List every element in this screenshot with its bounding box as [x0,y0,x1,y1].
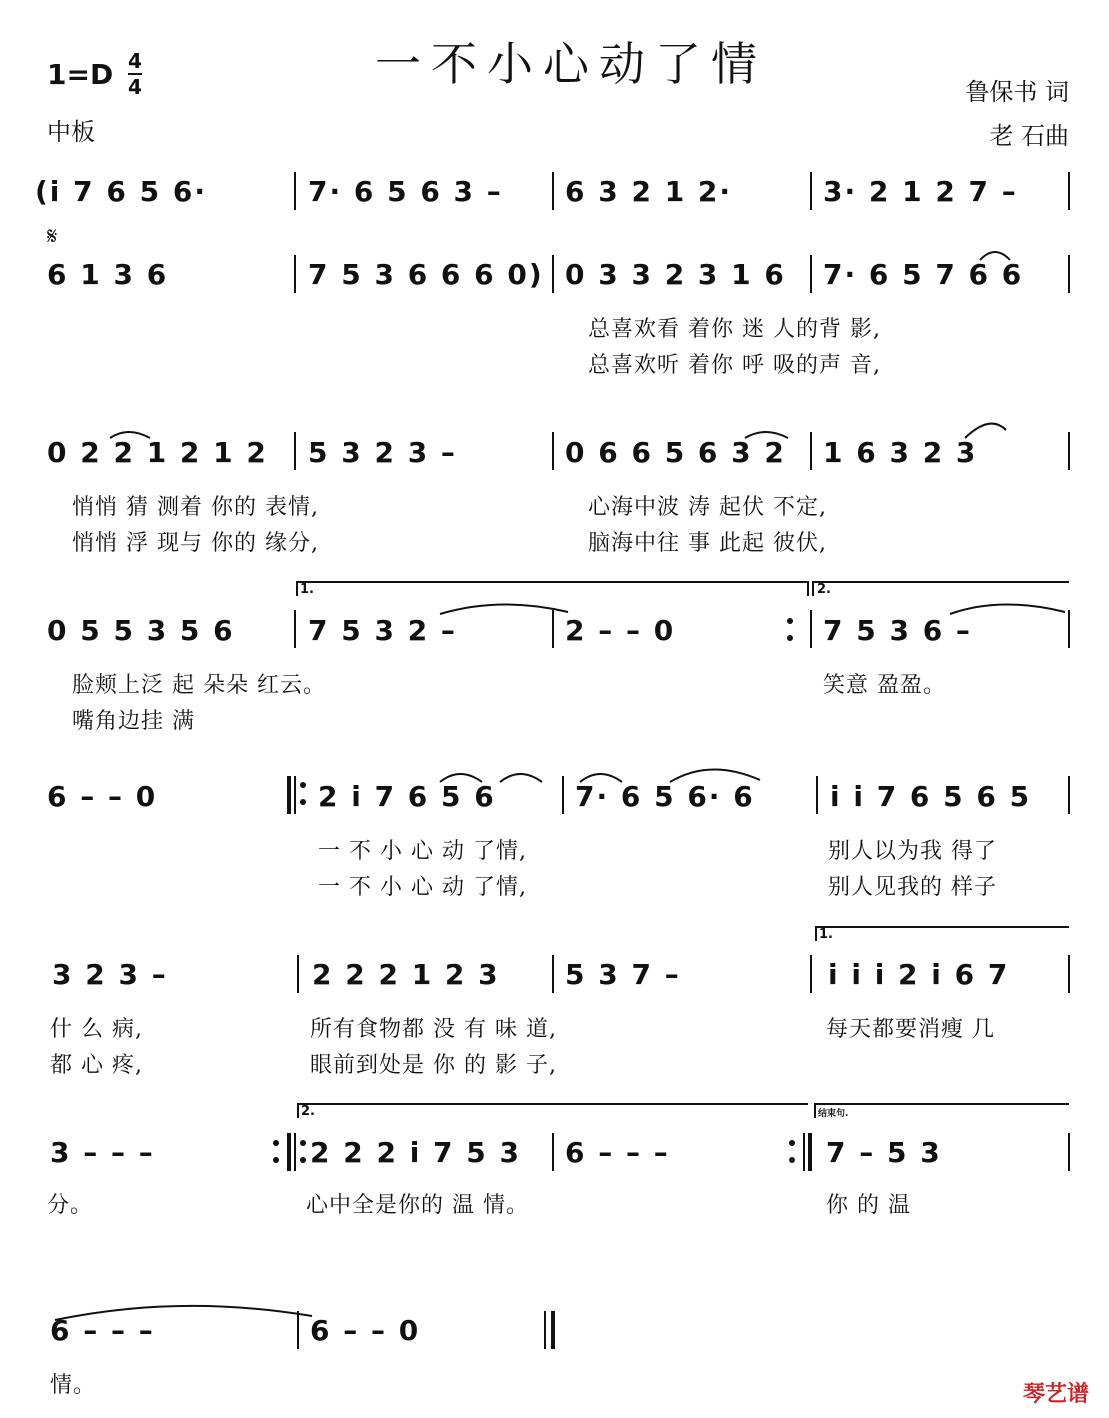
measure-notes: 2 i 7 6 5 6 [318,780,496,813]
lyric-line: 心中全是你的 温 情。 [306,1193,529,1218]
lyric-line: 总喜欢听 着你 呼 吸的声 音, [588,353,881,378]
measure-notes: i i i 2 i 6 7 [828,958,1010,991]
volta-1-label: 1. [300,582,314,597]
lyric-line: 一 不 小 心 动 了情, [318,875,527,900]
measure-notes: 0 5 5 3 5 6 [47,614,235,647]
lyric-line: 你 的 温 [826,1193,911,1218]
measure-notes: 7 – 5 3 [826,1136,942,1169]
lyric-line: 总喜欢看 着你 迷 人的背 影, [588,317,881,342]
lyric-line: 什 么 病, [50,1017,143,1042]
lyric-line: 脸颊上泛 起 朵朵 红云。 [72,673,326,698]
measure-notes: 2 2 2 1 2 3 [312,958,500,991]
volta-2b-label: 2. [301,1104,315,1119]
measure-notes: 7 5 3 6 – [823,614,972,647]
lyric-line: 情。 [50,1373,97,1398]
lyric-line: 别人以为我 得了 [828,839,997,864]
measure-notes: 6 – – – [50,1314,155,1347]
lyricist-credit: 鲁保书 词 [965,78,1069,106]
segno-sign: 𝄋 [47,222,58,250]
volta-2-label: 2. [817,582,831,597]
lyric-line: 分。 [47,1193,94,1218]
composer-credit: 老 石曲 [989,122,1069,150]
lyric-line: 嘴角边挂 满 [72,709,195,734]
measure-notes: 2 – – 0 [565,614,676,647]
lyric-line: 笑意 盈盈。 [823,673,946,698]
measure-notes: 2 2 2 i 7 5 3 [310,1136,521,1169]
measure-notes: 3 2 3 – [52,958,168,991]
lyric-line: 悄悄 猜 测着 你的 表情, [72,495,319,520]
measure-notes: 0 6 6 5 6 3 2 [565,436,786,469]
lyric-line: 每天都要消瘦 几 [826,1017,995,1042]
measure-notes: 7 5 3 2 – [308,614,457,647]
lyric-line: 所有食物都 没 有 味 道, [310,1017,557,1042]
time-sig-top: 4 [128,49,142,73]
tempo-marking: 中板 [47,118,95,146]
measure-notes: 3 – – – [50,1136,155,1169]
lyric-line: 心海中波 涛 起伏 不定, [588,495,827,520]
watermark-logo: 琴艺谱 [1022,1382,1089,1407]
measure-notes: 6 3 2 1 2· [565,175,733,208]
measure-notes: 3· 2 1 2 7 – [823,175,1018,208]
volta-1b-label: 1. [819,927,833,942]
measure-notes: 0 3 3 2 3 1 6 [565,258,786,291]
measure-notes: i i 7 6 5 6 5 [830,780,1032,813]
measure-notes: 1 6 3 2 3 [823,436,978,469]
song-title: 一不小心动了情 [375,37,767,91]
measure-notes: 6 1 3 6 [47,258,169,291]
key-signature: 1=D [47,58,114,91]
measure-notes: 6 – – – [565,1136,670,1169]
measure-notes: 5 3 2 3 – [308,436,457,469]
ending-label: 结束句. [818,1109,849,1119]
lyric-line: 都 心 疼, [50,1053,143,1078]
time-sig-bottom: 4 [128,75,142,99]
measure-notes: 7· 6 5 6 3 – [308,175,503,208]
measure-notes: 5 3 7 – [565,958,681,991]
lyric-line: 眼前到处是 你 的 影 子, [310,1053,557,1078]
measure-notes: 6 – – 0 [310,1314,421,1347]
lyric-line: 别人见我的 样子 [828,875,997,900]
measure-notes: 7· 6 5 7 6 6 [823,258,1024,291]
measure-notes: 6 – – 0 [47,780,158,813]
measure-notes: (i 7 6 5 6· [35,175,207,208]
lyric-line: 悄悄 浮 现与 你的 缘分, [72,531,319,556]
lyric-line: 一 不 小 心 动 了情, [318,839,527,864]
measure-notes: 7 5 3 6 6 6 0) [308,258,544,291]
measure-notes: 0 2 2 1 2 1 2 [47,436,268,469]
measure-notes: 7· 6 5 6· 6 [575,780,755,813]
lyric-line: 脑海中往 事 此起 彼伏, [588,531,827,556]
